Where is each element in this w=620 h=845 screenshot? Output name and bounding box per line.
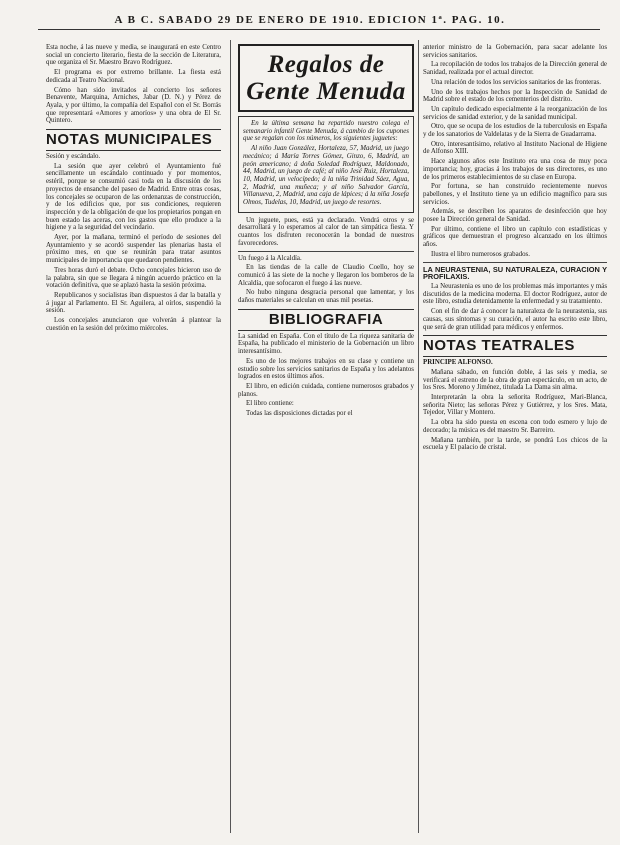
municipal-lead: Sesión y escándalo. (46, 153, 101, 161)
neurastenia-paragraph-2: Con el fin de dar á conocer la naturaleza de la neurastenia, sus causas, sus síntomas y su curación, el autor ha escrito este libro, que será de gran utilidad para médicos y enfermos. (423, 308, 607, 331)
municipal-paragraph-1: La sesión que ayer celebró el Ayuntamiento fué sencillamente un escándalo continuado y por momentos, estéril, porque se consumió casi toda en la discusión de los proyectos de ensanche del paseo de Madrid. Entre otras cosas, los concejales se ocuparon de las ordenanzas de construcción, y de los edificios que, por sus condiciones, requieren inspección y de la obligación de que los propietarios pongan en buen estado las aceras, con los gastos que ello produce a la higiene y a la seguridad del vecindario. (46, 162, 221, 232)
biblio-paragraph-5: Todas las disposiciones dictadas por el (246, 410, 353, 418)
municipal-paragraph-3: Tres horas duró el debate. Ocho concejales hicieron uso de la palabra, sin que se llegara á ningún acuerdo práctico en la votación definitiva, que se aplazó hasta la sesión próxima. (46, 266, 221, 290)
section-title-municipal: NOTAS MUNICIPALES (46, 129, 221, 151)
fire-paragraph-2: No hubo ninguna desgracia personal que lamentar, y los daños materiales se calculan en unas mil pesetas. (238, 289, 414, 305)
biblio-paragraph-2: Es uno de los mejores trabajos en su clase y contiene un estudio sobre los servicios sanitarios de España y los adelantos logrados en estos últimos años. (238, 357, 414, 381)
health-paragraph-9: Por fortuna, se han construido recientemente nuevos pabellones, y el Instituto tiene ya un edificio magnífico para sus servicios. (423, 183, 607, 206)
municipal-paragraph-5: Los concejales anunciaron que volverán á plantear la cuestión en la sesión del próximo miércoles. (46, 317, 221, 332)
column-divider-2 (418, 40, 419, 833)
section-title-teatrales: NOTAS TEATRALES (423, 335, 607, 357)
health-paragraph-2: La recopilación de todos los trabajos de la Dirección general de Sanidad, realizada por el actual director. (423, 61, 607, 77)
gifts-title-box (238, 44, 414, 112)
theatre-paragraph-2: Interpretarán la obra la señorita Rodríguez, Mari-Blanca, señorita Nieto; las señoras Pérez y Gutiérrez, y los Sres. Mata, Tejedor, Villar y Montero. (423, 394, 607, 417)
column-2 (238, 44, 414, 420)
health-paragraph-11: Por último, contiene el libro un capítulo con estadísticas y gráficos que demuestran el progreso alcanzado en los últimos años. (423, 225, 607, 249)
health-paragraph-5: Un capítulo dedicado especialmente á la reorganización de los servicios de sanidad exterior, y de la sanidad municipal. (423, 105, 607, 121)
theatre-paragraph-1: Mañana sábado, en función doble, á las seis y media, se verificará el estreno de la obra de gran espectáculo, en un acto, de los Sres. Moreno y Jiménez, titulada La Dama sin alma. (423, 368, 607, 392)
theatre-paragraph-3: La obra ha sido puesta en escena con todo esmero y lujo de decorado; la música es del maestro Sr. Barreiro. (423, 419, 607, 434)
column-1 (46, 44, 221, 335)
header-text: A B C. SABADO 29 DE ENERO DE 1910. EDICION 1ª. PAG. 10. (114, 14, 506, 26)
neurastenia-paragraph-1: La Neurastenia es uno de los problemas más importantes y más discutidos de la medicina moderna. El doctor Rodríguez, autor de este libro, estudia detenidamente la enfermedad y su tratamiento. (423, 282, 607, 306)
section-title-bibliografia: BIBLIOGRAFIA (238, 309, 414, 331)
health-paragraph-7: Otro, interesantísimo, relativo al Instituto Nacional de Higiene de Alfonso XIII. (423, 140, 607, 156)
intro-paragraph-1: Esta noche, á las nueve y media, se inaugurará en este Centro social un concierto literario, fiesta de la sección de Literatura, que organiza el Sr. Maestro Bravo Rodríguez. (46, 44, 221, 67)
fire-paragraph-1: En las tiendas de la calle de Claudio Coello, hoy se comunicó á las siete de la noche y llegaron los bomberos de la Alcaldía, que sofocaron el fuego á las nueve. (238, 264, 414, 287)
gifts-paragraph-1: En la última semana ha repartido nuestro colega el semanario infantil Gente Menuda, á cambio de los cupones que se regalan con los números, los siguientes juguetes: (243, 120, 409, 143)
health-paragraph-10: Además, se describen los aparatos de desinfección que hoy posee la Dirección general de Sanidad. (423, 208, 607, 224)
health-paragraph-6: Otro, que se ocupa de los estudios de la tuberculosis en España y de los sanatorios de Valdelatas y de la Sierra de Guadarrama. (423, 123, 607, 139)
gifts-title: Regalos de Gente Menuda (246, 51, 406, 105)
divider (238, 251, 414, 252)
theatre-name: PRINCIPE ALFONSO. (423, 359, 493, 367)
gifts-box (238, 116, 414, 213)
biblio-paragraph-3: El libro, en edición cuidada, contiene numerosos grabados y planos. (238, 382, 414, 398)
biblio-paragraph-1: La sanidad en España. Con el título de La riqueza sanitaria de España, ha publicado el ministerio de la Gobernación un libro interesantísimo. (238, 332, 414, 356)
health-paragraph-8: Hace algunos años este Instituto era una cosa de muy poca importancia; hoy, gracias á los trabajos de sus directores, es uno de los primeros establecimientos de su clase en Europa. (423, 158, 607, 181)
municipal-paragraph-2: Ayer, por la mañana, terminó el período de sesiones del Ayuntamiento y se acordó suspender las plenarias hasta el próximo mes, en que se reunirán para tratar asuntos municipales de importancia que quedaron pendientes. (46, 234, 221, 265)
neurastenia-title: LA NEURASTENIA, SU NATURALEZA, CURACION Y PROFILAXIS. (423, 264, 607, 282)
health-paragraph-12: Ilustra el libro numerosos grabados. (431, 250, 530, 258)
intro-paragraph-2: El programa es por extremo brillante. La fiesta está dedicada al Teatro Nacional. (46, 69, 221, 84)
column-3 (423, 44, 607, 454)
divider (423, 262, 607, 263)
health-paragraph-1: anterior ministro de la Gobernación, para sacar adelante los servicios sanitarios. (423, 44, 607, 59)
gifts-paragraph-2: Al niño Juan González, Hortaleza, 57, Madrid, un juego mecánico; á María Torres Gómez, Ginzo, 6, Madrid, un peón americano; á doña Soledad Rodríguez, Maldonado, 44, Madrid, un juego de café; al niño Jesé Ruiz, Hortaleza, 10, Madrid, un velocípedo; á la niña Trinidad Sáez, Agua, 2, Madrid, una muñeca; y al niño Salvador García, Villanueva, 2, Madrid, una caja de lápices; á la niña Josefa Olmos, Tudelas, 10, Madrid, un juego de resortes. (243, 145, 409, 207)
theatre-paragraph-4: Mañana también, por la tarde, se pondrá Los chicos de la escuela y El palacio de cristal. (423, 436, 607, 452)
gifts-follow-paragraph: Un juguete, pues, está ya declarado. Vendrá otros y se desarrollará y lo esperamos al calor de tan simpática fiesta. Y cuantos los disfruten reconocerán la bondad de nuestros favorecedores. (238, 216, 414, 247)
health-paragraph-3: Una relación de todos los servicios sanitarios de las fronteras. (431, 78, 601, 86)
header-rule (38, 29, 600, 30)
page-header (0, 14, 620, 26)
health-paragraph-4: Uno de los trabajos hechos por la Inspección de Sanidad de Madrid sobre el estado de los cementerios del distrito. (423, 88, 607, 104)
fire-lead: Un fuego á la Alcaldía. (238, 254, 302, 262)
intro-paragraph-3: Cómo han sido invitados al concierto los señores Benavente, Marquina, Arniches, Jabar (D. N.) y Pérez de Ayala, y por último, la compañía del Español con el Sr. Borrás que representará «Amores y amoríos» y una obra de El Sr. Quintero. (46, 86, 221, 125)
column-divider-1 (230, 40, 231, 833)
biblio-paragraph-4: El libro contiene: (246, 400, 294, 408)
municipal-paragraph-4: Republicanos y socialistas iban dispuestos á dar la batalla y á jugar al Parlamento. El Sr. Aguilera, al oírlos, suspendió la sesión. (46, 291, 221, 315)
